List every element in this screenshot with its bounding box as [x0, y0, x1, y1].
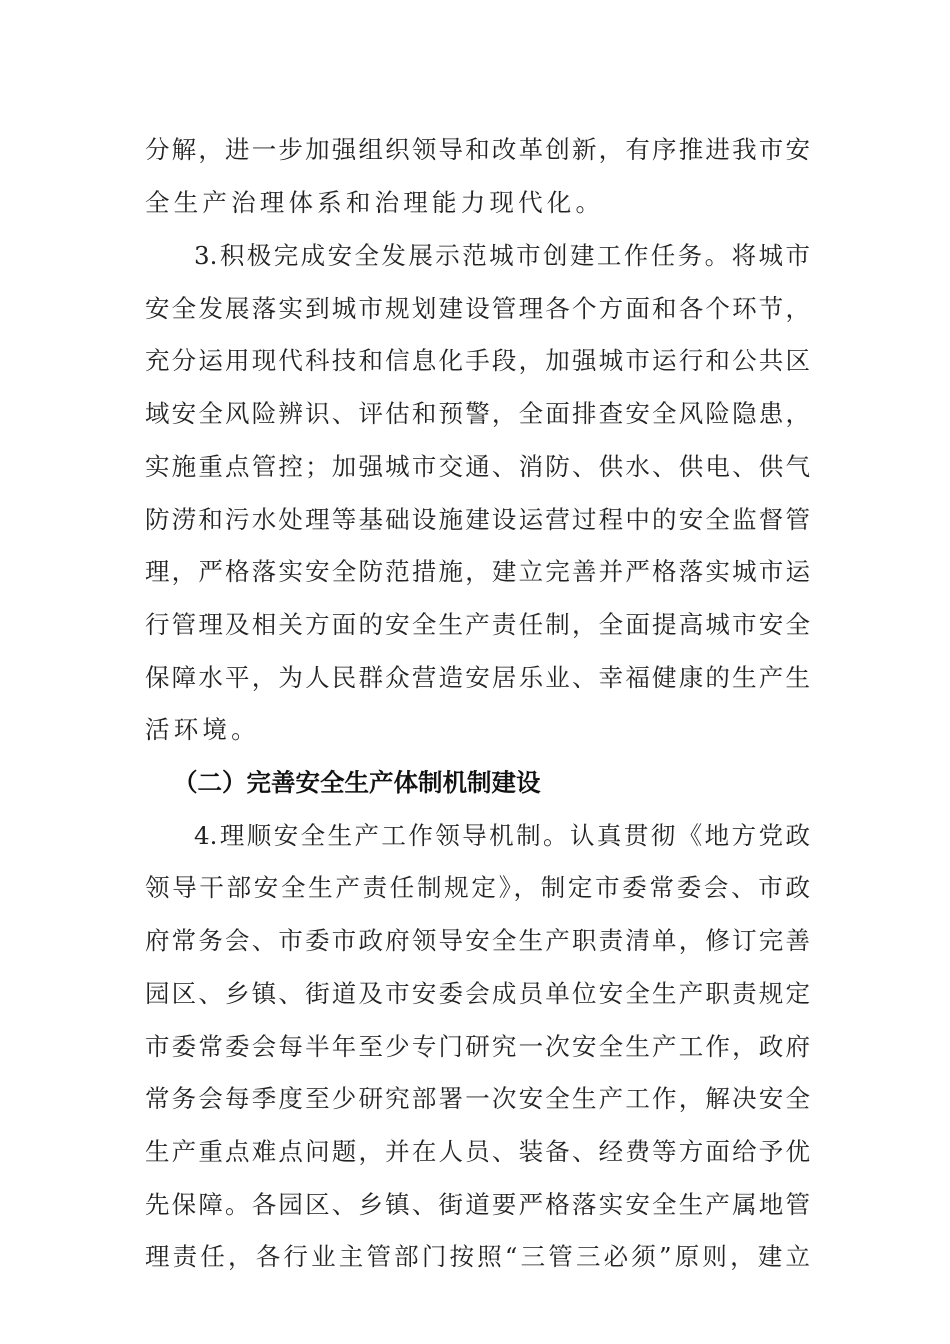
paragraph-line: 活环境。	[145, 715, 260, 744]
paragraph-line: 安全发展落实到城市规划建设管理各个方面和各个环节，	[145, 294, 810, 323]
paragraph-line: 理，严格落实安全防范措施，建立完善并严格落实城市运	[145, 557, 810, 586]
paragraph-line: 先保障。各园区、乡镇、街道要严格落实安全生产属地管	[145, 1190, 810, 1219]
paragraph-line: 园区、乡镇、街道及市安委会成员单位安全生产职责规定	[145, 979, 810, 1008]
paragraph-line: 领导干部安全生产责任制规定》，制定市委常委会、市政	[145, 873, 810, 902]
paragraph-line: 充分运用现代科技和信息化手段，加强城市运行和公共区	[145, 346, 810, 375]
paragraph-line: 生产重点难点问题，并在人员、装备、经费等方面给予优	[145, 1137, 810, 1166]
paragraph-line: 4.理顺安全生产工作领导机制。认真贯彻《地方党政	[194, 821, 810, 850]
paragraph-line: 域安全风险辨识、评估和预警，全面排查安全风险隐患，	[145, 399, 810, 428]
paragraph-line: 分解，进一步加强组织领导和改革创新，有序推进我市安	[145, 135, 810, 164]
paragraph-line: 府常务会、市委市政府领导安全生产职责清单，修订完善	[145, 926, 810, 955]
paragraph-line: 理责任，各行业主管部门按照“三管三必须”原则，建立	[145, 1242, 810, 1271]
paragraph-line: 市委常委会每半年至少专门研究一次安全生产工作，政府	[145, 1032, 810, 1061]
paragraph-line: 全生产治理体系和治理能力现代化。	[145, 188, 605, 217]
paragraph-line: 保障水平，为人民群众营造安居乐业、幸福健康的生产生	[145, 663, 810, 692]
section-heading: （二）完善安全生产体制机制建设	[173, 768, 541, 797]
paragraph-line: 防涝和污水处理等基础设施建设运营过程中的安全监督管	[145, 505, 810, 534]
paragraph-line: 3.积极完成安全发展示范城市创建工作任务。将城市	[194, 241, 810, 270]
paragraph-line: 实施重点管控；加强城市交通、消防、供水、供电、供气	[145, 452, 810, 481]
paragraph-line: 行管理及相关方面的安全生产责任制，全面提高城市安全	[145, 610, 810, 639]
paragraph-line: 常务会每季度至少研究部署一次安全生产工作，解决安全	[145, 1084, 810, 1113]
